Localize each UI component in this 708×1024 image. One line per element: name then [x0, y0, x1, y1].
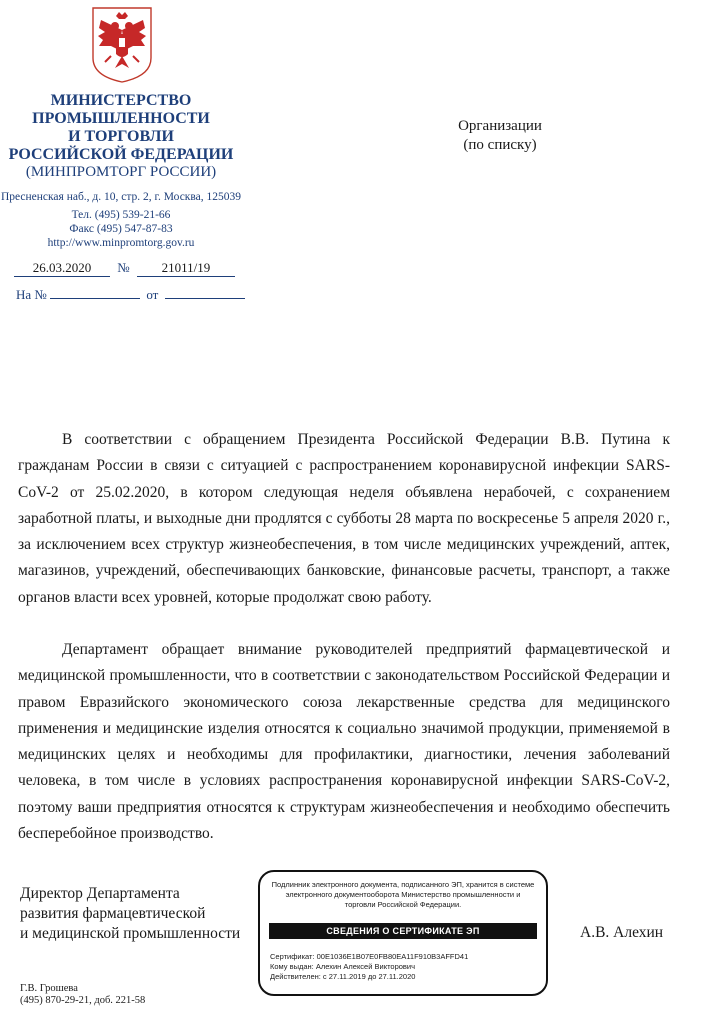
- signatory-position-line-2: развития фармацевтической: [20, 905, 206, 922]
- recipient-line-1: Организации: [458, 118, 542, 134]
- number-label: №: [117, 260, 130, 275]
- stamp-intro-text: Подлинник электронного документа, подписанного ЭП, хранится в системе электронного документооборота Министерство промышленности и торговли Российской Федерации.: [271, 880, 535, 909]
- executor-name: Г.В. Грошева: [20, 983, 78, 994]
- reference-line: [16, 287, 245, 303]
- ministry-address: Пресненская наб., д. 10, стр. 2, г. Москва, 125039: [0, 191, 242, 203]
- ministry-name-line-3: И ТОРГОВЛИ: [68, 128, 174, 145]
- stamp-certificate-header: СВЕДЕНИЯ О СЕРТИФИКАТЕ ЭП: [269, 923, 537, 939]
- reference-from-label: от: [146, 287, 159, 302]
- stamp-issued-to: Кому выдан: Алехин Алексей Викторович: [270, 962, 416, 971]
- ministry-name-line-1: МИНИСТЕРСТВО: [50, 92, 192, 109]
- russian-coat-of-arms-icon: [89, 6, 155, 84]
- body-paragraph-1: В соответствии с обращением Президента Российской Федерации В.В. Путина к гражданам России в связи с ситуацией с распространением коронавирусной инфекции SARS-CoV-2 от 25.02.2020, в котором следующая неделя объявлена нерабочей, с сохранением заработной платы, и выходные дни продлятся с субботы 28 марта по воскресенье 5 апреля 2020 г., за исключением всех структур жизнеобеспечения, в том числе медицинских учреждений, аптек, магазинов, учреждений, обеспечивающих банковские, финансовые расчеты, транспорт, а также органов власти всех уровней, которые продолжат свою работу.: [18, 431, 670, 606]
- ministry-fax: Факс (495) 547-87-83: [69, 223, 173, 235]
- signatory-position-line-1: Директор Департамента: [20, 885, 180, 902]
- recipient-line-2: (по списку): [463, 137, 537, 153]
- reference-label: На №: [16, 287, 47, 302]
- body-paragraph-2: Департамент обращает внимание руководителей предприятий фармацевтической и медицинской промышленности, что в соответствии с законодательством Российской Федерации и правом Евразийского экономического союза лекарственные средства для медицинского применения и медицинские изделия относятся к социально значимой продукции, применяемой в медицинских целях и необходимы для профилактики, диагностики, лечения заболеваний человека, в том числе в условиях распространения коронавирусной инфекции SARS-CoV-2, поэтому ваши предприятия относятся к структурам жизнеобеспечения и необходимо обеспечить бесперебойное производство.: [18, 641, 670, 843]
- document-number: 21011/19: [137, 260, 235, 277]
- ministry-name-line-4: РОССИЙСКОЙ ФЕДЕРАЦИИ: [8, 146, 234, 163]
- electronic-signature-stamp: [258, 870, 548, 996]
- ministry-website: http://www.minpromtorg.gov.ru: [47, 237, 195, 249]
- document-date: 26.03.2020: [14, 260, 110, 277]
- ministry-name-line-2: ПРОМЫШЛЕННОСТИ: [32, 110, 210, 127]
- registration-line: [14, 260, 235, 277]
- signatory-name: А.В. Алехин: [580, 924, 664, 941]
- stamp-certificate-id: Сертификат: 00E1036E1B07E0FB80EA11F910B3AFFD41: [270, 952, 469, 961]
- stamp-details: [270, 952, 540, 982]
- reference-date-blank: [165, 298, 245, 299]
- ministry-short-name: (МИНПРОМТОРГ РОССИИ): [25, 164, 217, 180]
- reference-number-blank: [50, 298, 140, 299]
- ministry-phone: Тел. (495) 539-21-66: [71, 209, 171, 221]
- executor-phone: (495) 870-29-21, доб. 221-58: [20, 995, 146, 1006]
- stamp-validity: Действителен: с 27.11.2019 до 27.11.2020: [270, 972, 416, 981]
- signatory-position-line-3: и медицинской промышленности: [20, 925, 241, 942]
